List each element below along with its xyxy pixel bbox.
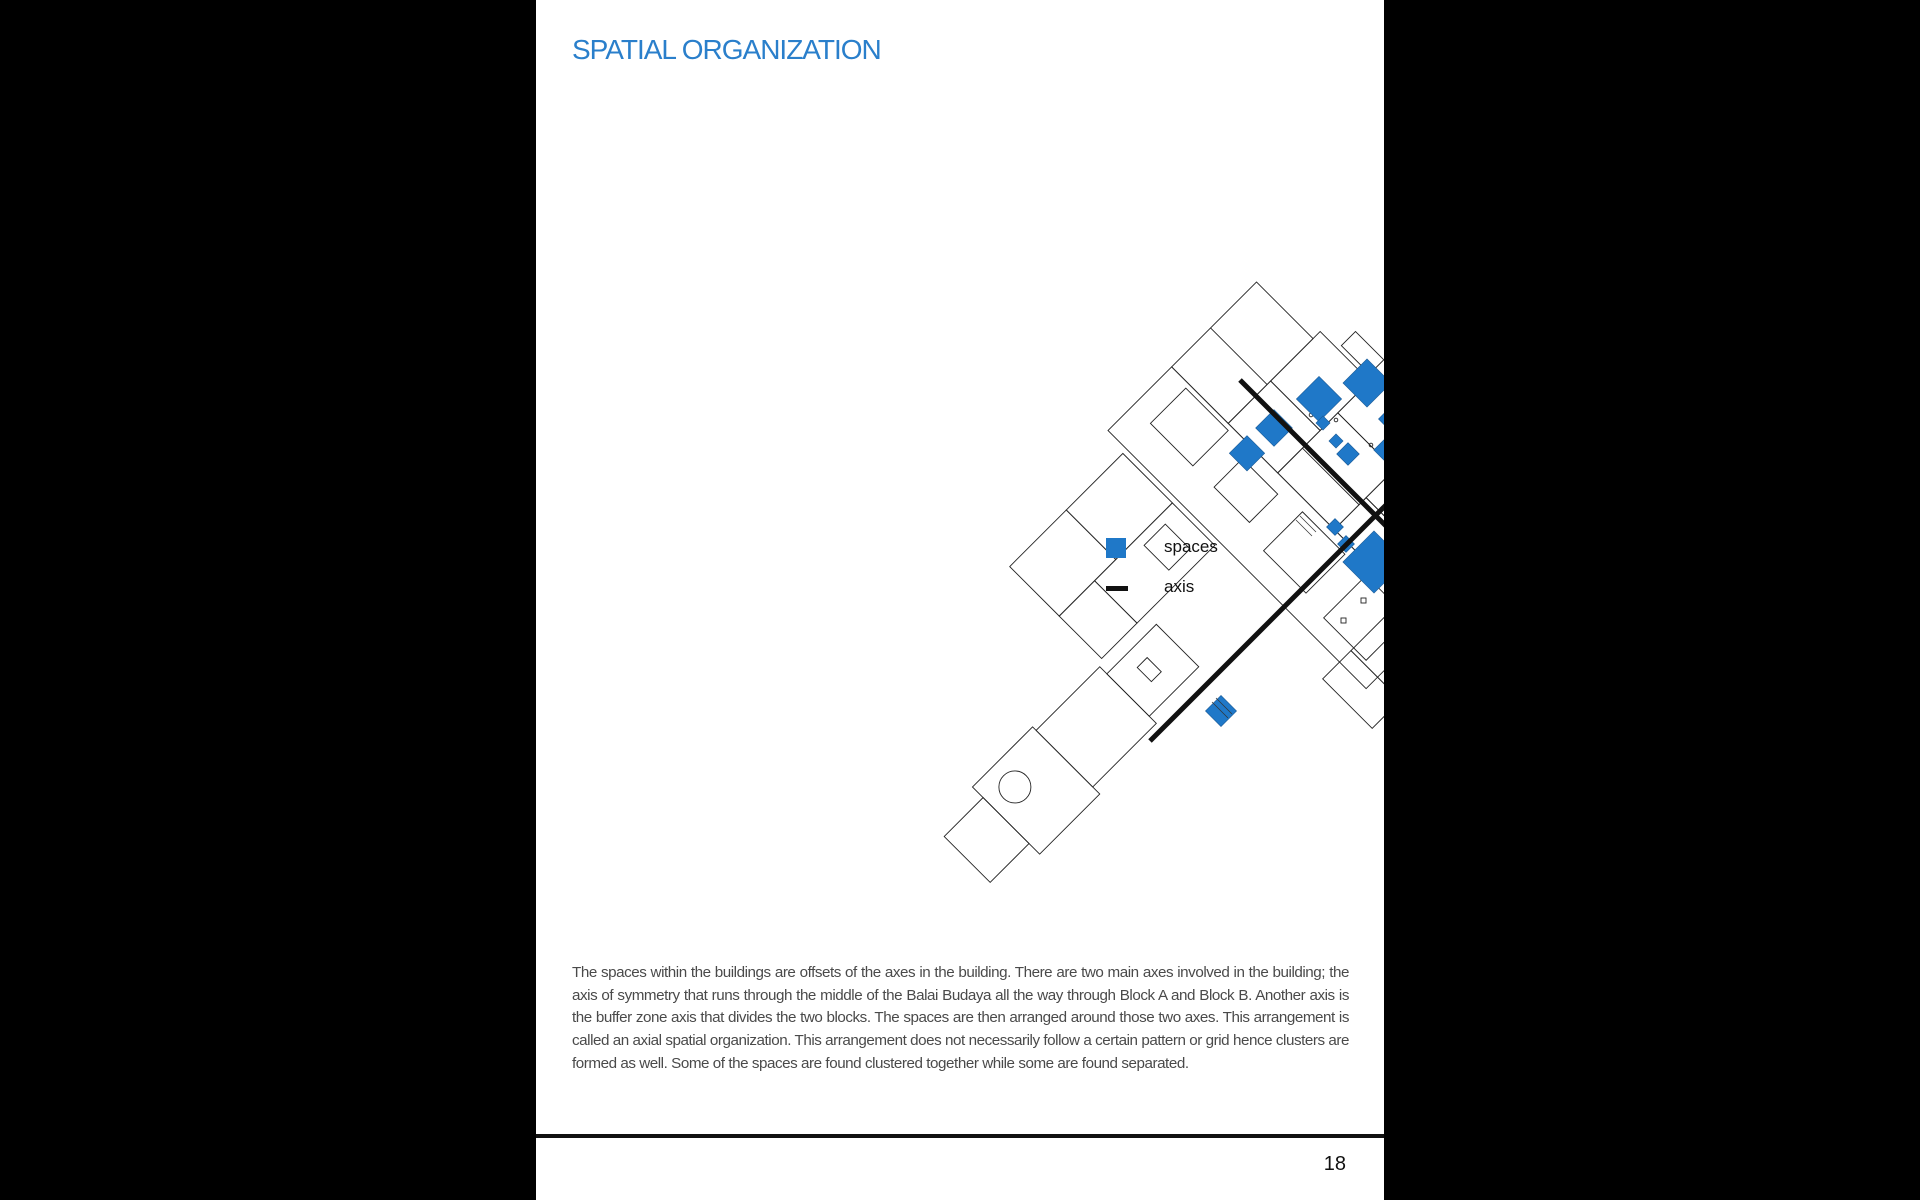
space-block xyxy=(1337,443,1360,466)
axis-line-icon xyxy=(1106,586,1128,591)
footer-divider xyxy=(536,1134,1384,1138)
stairs xyxy=(1212,374,1384,718)
spaces-swatch-icon xyxy=(1106,538,1126,558)
legend-label-axis: axis xyxy=(1164,577,1195,596)
space-block xyxy=(1296,376,1341,421)
page-title: SPATIAL ORGANIZATION xyxy=(572,34,881,65)
legend-label-spaces: spaces xyxy=(1164,537,1218,556)
space-block xyxy=(1374,429,1384,471)
space-block xyxy=(1229,436,1264,471)
spaces-fill xyxy=(1205,359,1384,727)
document-page xyxy=(536,0,1384,1200)
body-paragraph: The spaces within the buildings are offsets of the axes in the building. There are two main axes involved in the building; the axis of symmetry that runs through the middle of the Balai Budaya all the way through Block A and Block B. Another axis is the buffer zone axis that divides the two blocks. The spaces are then arranged around those two axes. This arrangement is called an axial spatial organization. This arrangement does not necessarily follow a certain pattern or grid hence clusters are formed as well. Some of the spaces are found clustered together while some are found separated. xyxy=(572,964,1349,1072)
space-block xyxy=(1329,434,1343,448)
space-block xyxy=(1327,519,1344,536)
page-number: 18 xyxy=(1323,1153,1346,1175)
